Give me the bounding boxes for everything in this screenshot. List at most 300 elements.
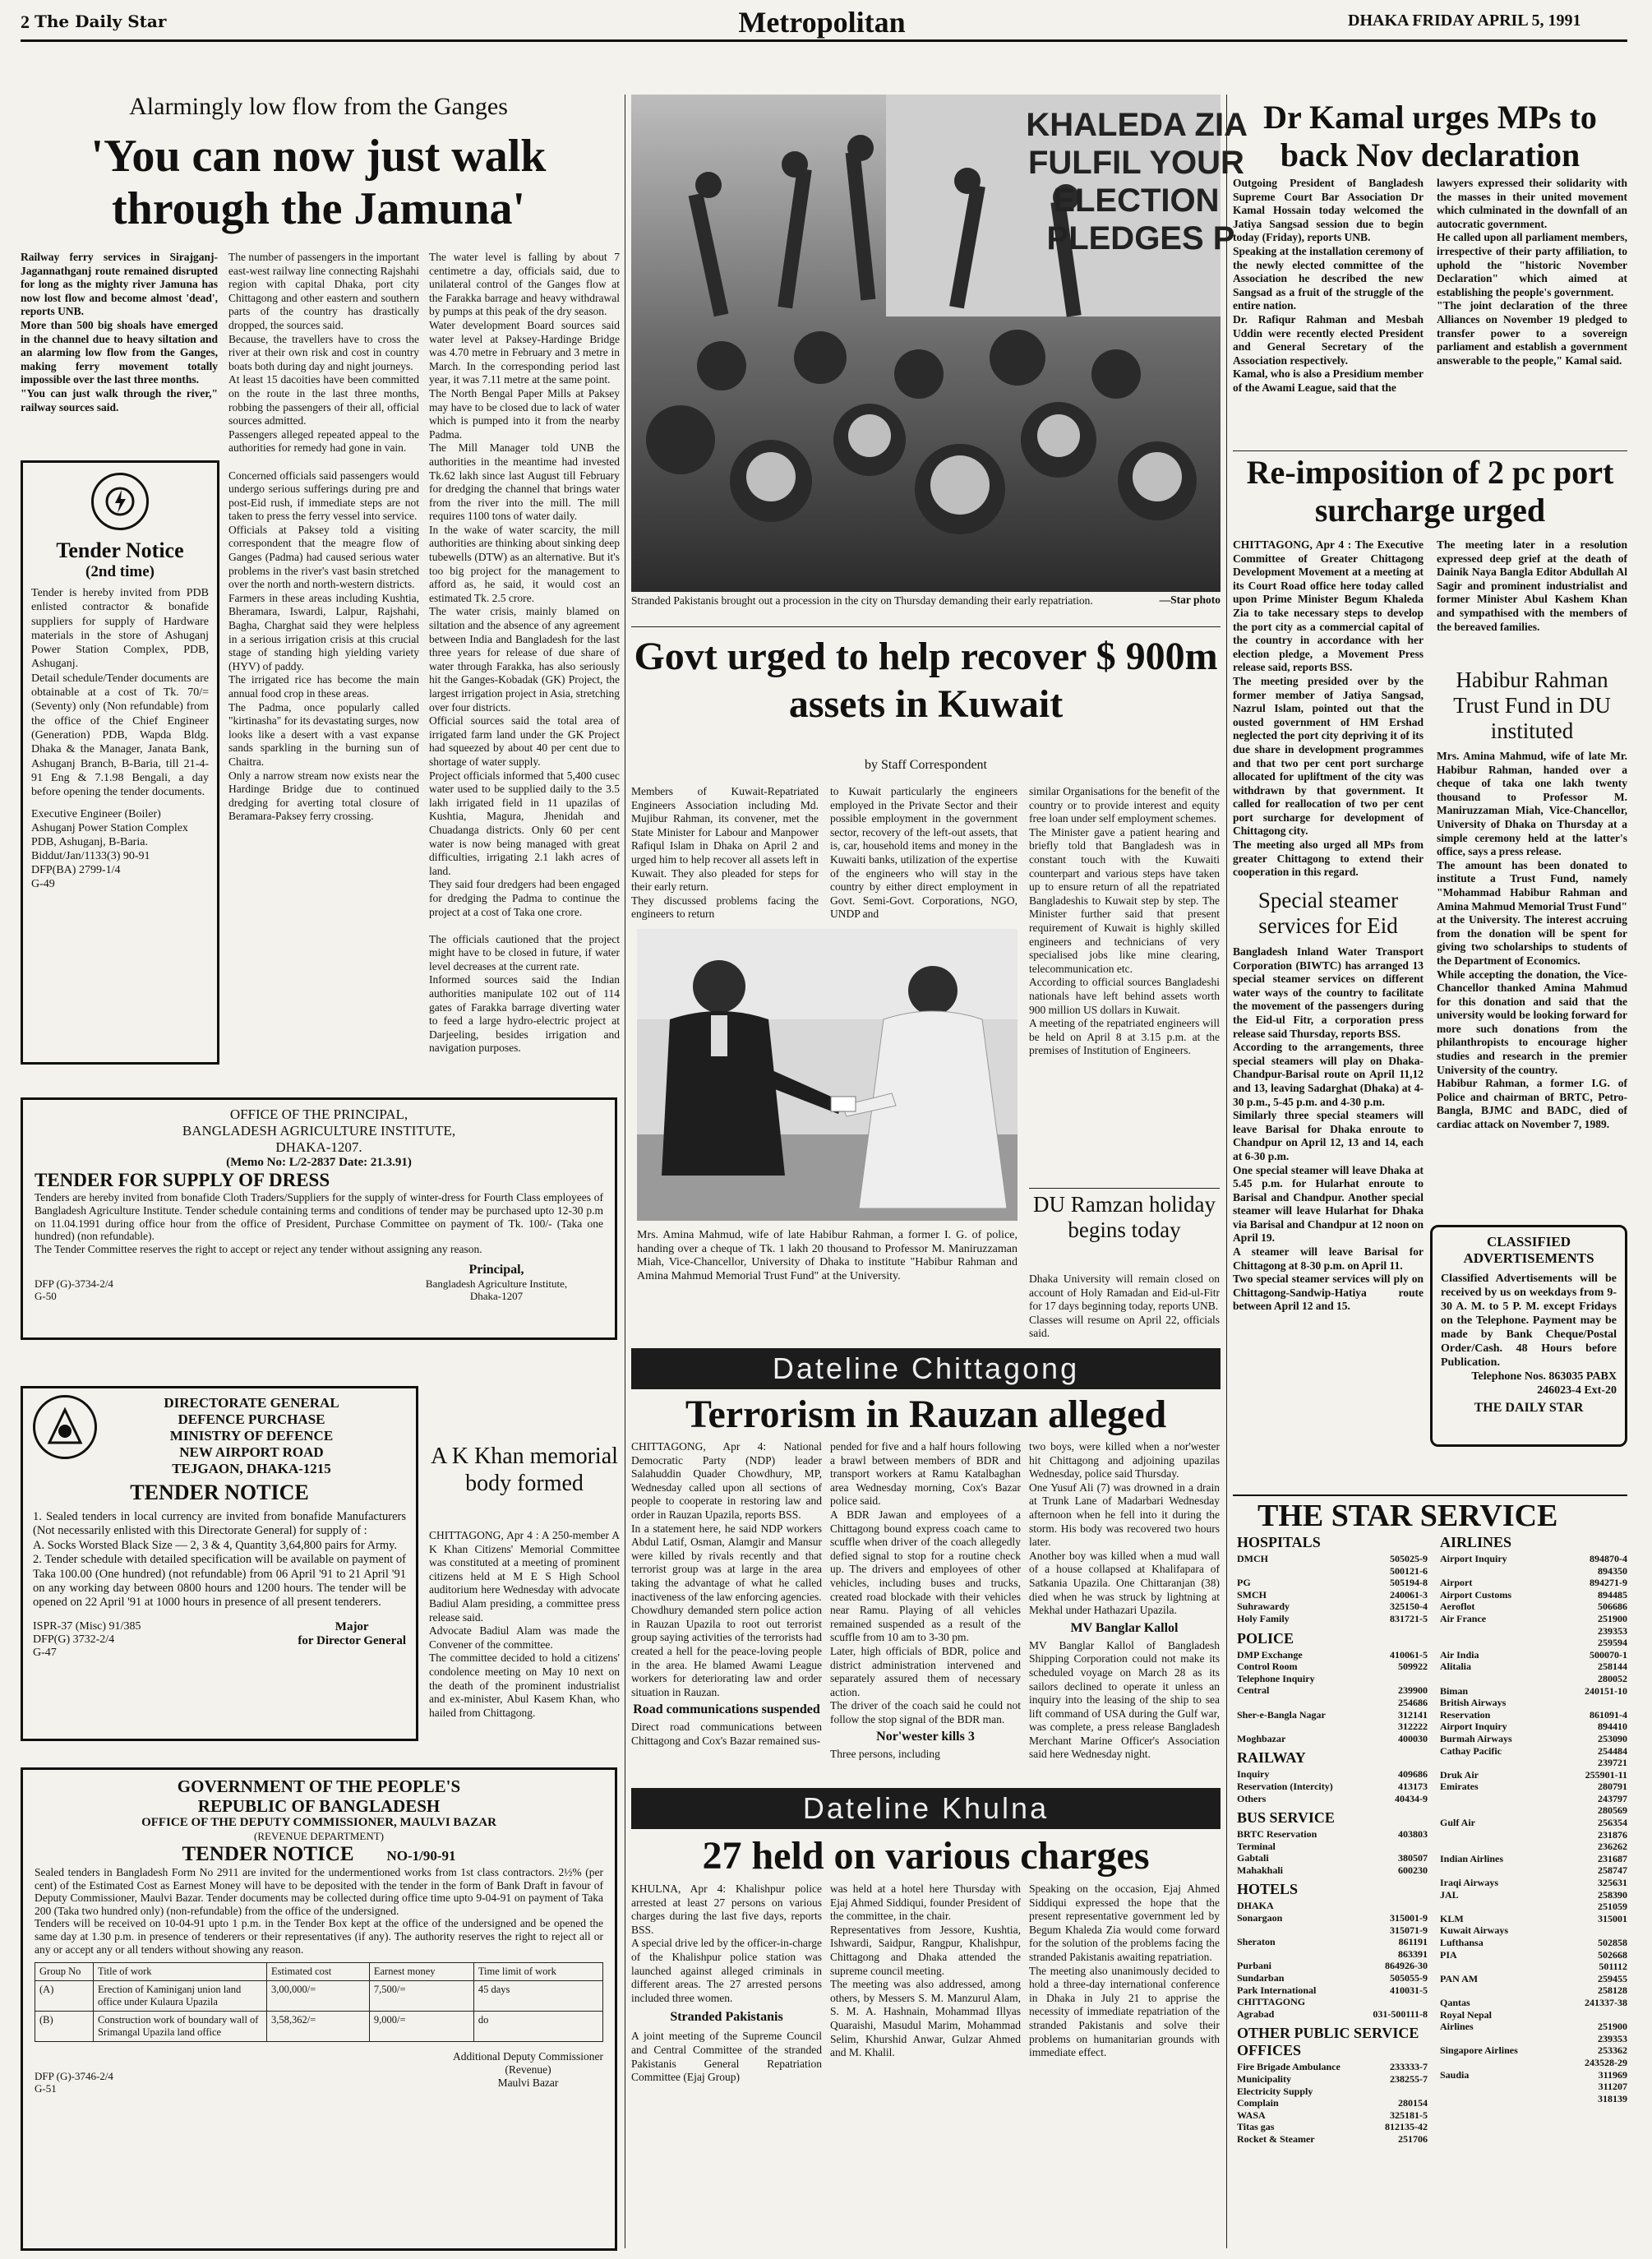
story-body: KHULNA, Apr 4: Khalishpur police arrested at least 27 persons on various charges during the last five days, reports BSS. A special drive led by the officer-in-charge of the Khalishpur police station was launched against alleged criminals in different areas. The 27 arrested persons included three women.	[631, 1882, 822, 2004]
story-body: to Kuwait particularly the engineers employed in the Private Sector and their possible employment in the government sector, recovery of the left-out assets, that is, car, household items and money in the Kuwaiti banks, utilization of the expertise of the engineers who will stay in the country by either direct employment in Govt. Semi-Govt. Corporations, NGO, UNDP and	[830, 785, 1018, 921]
photo-caption: Mrs. Amina Mahmud, wife of late Habibur Rahman, a former I. G. of police, handing over a cheque of Tk. 1 lakh 20 thousand to Professor M. Maniruzzaman Miah, Vice-Chancellor, University of Dhaka to institute "Habibur Rahman and Amina Mahmud Memorial Trust Fund" at the University.	[637, 1229, 1018, 1282]
table-cell: 7,500/=	[369, 1981, 473, 2012]
service-name: Druk Air	[1440, 1768, 1479, 1781]
service-row	[1440, 2044, 1627, 2057]
table-cell: Erection of Kaminiganj union land office under Kulaura Upazila	[94, 1981, 267, 2012]
service-name: Airport Inquiry	[1440, 1721, 1507, 1733]
tender-ref: ISPR-37 (Misc) 91/385 DFP(G) 3732-2/4 G-47	[33, 1619, 141, 1659]
service-name: Aeroflot	[1440, 1601, 1475, 1613]
table-header: Time limit of work	[473, 1963, 602, 1981]
service-phone: 312222	[1398, 1721, 1428, 1733]
service-phone: 241337-38	[1585, 1996, 1627, 2008]
service-name: JAL	[1440, 1888, 1459, 1901]
service-row	[1440, 1721, 1627, 1733]
service-row	[1440, 1637, 1627, 1649]
service-row	[1237, 1589, 1428, 1601]
tender-subtitle: (2nd time)	[85, 563, 155, 580]
story-body: The water level is falling by about 7 centimetre a day, officials said, due to unilateral control of the Ganges flow at the Farakka barrage and heavy withdrawal by pumps at this peak of the dry season. Water development Board sources said water level at Paksey-Hardinge Bridge was 4.70 metre in February and 3 metre in March. In the corresponding period last year, it was 7.11 metre at the same point. The North Bengal Paper Mills at Paksey may have to be closed due to lack of water which is pumped into it from the nearby Padma. The Mill Manager told UNB the authorities in the meantime had invested Tk.62 lakh since last August till February for dredging the channel that brings water from the river into the mill. The mill requires 1100 tons of water daily. In the wake of water scarcity, the mill authorities are thinking about sinking deep tubewells (DTW) as an alternative. But it's too big project for the management to afford as, he said, it would cost an estimated Tk. 2.5 crore. The water crisis, mainly blamed on siltation and the absence of any agreement between India and Bangladesh for the last three years for release of due share of water through Farakka, has also seriously hit the Ganges-Kobadak (GK) Project, the largest irrigation project in Asia, stretching over four districts. Official sources said the total area of irrigated farm land under the GK Project had squeezed by about 40 per cent due to shortage of water supply. Project officials informed that 5,400 cusec water used to be supplied daily to the 3.5 lakh irrigated field in 11 upazilas of Kushtia, Magura, Jhenidah and Chuadanga districts. Only 60 per cent water is now being managed with great difficulties, irrigating 2.1 lakh acres of land. They said four dredgers had been engaged for dredging the Padma to continue the project at a cost of Taka one crore. The officials cautioned that the project might have to be closed in future, if water level decreases at the current rate. Informed sources said the Indian authorities manipulate 102 out of 114 gates of Farakka barrage diverting water to feed a large hydro-electric project at Darjeeling, besides irrigation and navigation purposes.	[429, 251, 620, 1055]
service-row	[1237, 2121, 1428, 2133]
service-phone: 240061-3	[1390, 1588, 1428, 1601]
service-phone: 409686	[1398, 1768, 1428, 1781]
service-name: Agrabad	[1237, 2007, 1275, 2020]
service-row	[1440, 1673, 1627, 1685]
service-row	[1440, 1757, 1627, 1769]
service-heading: HOTELS	[1237, 1881, 1299, 1898]
tender-office-sub: OFFICE OF THE DEPUTY COMMISSIONER, MAULVI BAZAR	[141, 1816, 496, 1829]
tender-title: TENDER NOTICE	[182, 1843, 354, 1865]
service-name: Rocket & Steamer	[1237, 2132, 1315, 2145]
story-headline: Habibur Rahman Trust Fund in DU instituted	[1453, 668, 1611, 743]
service-row	[1237, 1768, 1428, 1781]
story-body: Mrs. Amina Mahmud, wife of late Mr. Habibur Rahman, handed over a cheque of taka one lakh twenty thousand to Professor M. Maniruzzaman Miah, Vice-Chancellor, University of Dhaka on Thursday at a simple ceremony held at the latter's office, says a press release. The amount has been donated to institute a Trust Fund, namely "Mohammad Habibur Rahman and Amina Mahmud Memorial Trust Fund" at the University. The interest accruing from the donation will be spent for giving two scholarships to students of the Department of Economics. While accepting the donation, the Vice-Chancellor thanked Amina Mahmud for this donation and said that the university would be looking forward for more such donations from the philanthropists to encourage higher studies and research in the premier University of the country. Habibur Rahman, a former I.G. of Police and chairman of BRTC, Petro-Bangla, BJMC and BADC, died of cardiac attack on November 7, 1989.	[1437, 750, 1628, 1131]
service-phone: 031-500111-8	[1373, 2007, 1428, 2020]
table-header: Group No	[35, 1963, 94, 1981]
service-row	[1440, 2021, 1627, 2033]
service-left-column	[1237, 1529, 1428, 2248]
service-right-column	[1440, 1529, 1627, 2248]
tender-table	[35, 1962, 603, 2042]
service-phone: 861191	[1398, 1936, 1428, 1948]
tender-title: TENDER FOR SUPPLY OF DRESS	[35, 1170, 330, 1190]
service-phone: 500070-1	[1590, 1648, 1627, 1661]
service-name: Holy Family	[1237, 1612, 1290, 1624]
service-row	[1440, 1685, 1627, 1698]
service-row	[1440, 1853, 1627, 1865]
service-phone: 231876	[1598, 1828, 1627, 1841]
service-phone: 259594	[1598, 1637, 1627, 1649]
story-body: CHITTAGONG, Apr 4: National Democratic Party (NDP) leader Salahuddin Quader Chowdhury, MP, Wednesday called upon all sections of people to cooperate in restoring law and order in Rauzan Upazila, reports BSS. In a statement here, he said NDP workers Abdul Latif, Osman, Alamgir and Mansur were killed by rivals recently and that terrorist group was at large in the area taking the advantage of what he called inactiveness of the law enforcing agencies. Chowdhury demanded stern police action in Rauzan Upazila to root out terrorist group saying activities of the terrorists had created a hell for the peace-loving people in the area. He blamed Awami League workers for deteriorating law and order situation in Rauzan.	[631, 1440, 822, 1698]
story-subhead: Stranded Pakistanis	[670, 2010, 783, 2025]
service-row	[1237, 1828, 1428, 1841]
section-rule	[631, 626, 1221, 627]
table-cell: 3,58,362/=	[267, 2012, 370, 2042]
tender-body: Tenders are hereby invited from bonafide Cloth Traders/Suppliers for the supply of winter-dress for Fourth Class employees of Bangladesh Agriculture Institute. Tender schedule containing terms and conditions of tender may be purchased upto 12-30 p.m on 11.04.1991 during office hour from the office of President, Purchase Committee on payment of Tk. 100/- (Taka one hundred) (non refundable). The Tender Committee reserves the right to accept or reject any tender without assigning any reason.	[35, 1191, 603, 1256]
story-body: Speaking on the occasion, Ejaj Ahmed Siddiqui expressed the hope that the present representative government led by Begum Khaleda Zia would come forward for the solution of the problems facing the stranded Pakistanis awaiting repatriation. The meeting also unanimously decided to hold a three-day international conference in Dhaka in July 21 to apprise the necessity of immediate repatriation of the stranded Pakistanis and solve their problems on humanitarian grounds with immediate effect.	[1029, 1882, 1220, 2059]
service-row	[1440, 1961, 1627, 1973]
service-phone: 861091-4	[1590, 1708, 1627, 1721]
service-name: Inquiry	[1237, 1768, 1270, 1781]
service-phone: 233333-7	[1390, 2061, 1428, 2073]
story-body: MV Banglar Kallol of Bangladesh Shipping Corporation could not make its scheduled voyage on March 28 as its sailors declined to operate it unless an inquiry into the leasing of the ship to sea lift command of USA during the Gulf war, was complete, a press release Bangladesh Merchant Marine Officer's Association said here Wednesday night.	[1029, 1638, 1220, 1761]
service-name: PIA	[1440, 1948, 1457, 1961]
service-heading: RAILWAY	[1237, 1749, 1306, 1767]
tender-office: GOVERNMENT OF THE PEOPLE'S REPUBLIC OF BANGLADESH	[177, 1776, 461, 1816]
service-row	[1440, 1745, 1627, 1758]
service-phone: 894410	[1598, 1721, 1627, 1733]
service-row	[1440, 1661, 1627, 1673]
story-byline: by Staff Correspondent	[864, 758, 987, 772]
service-phone: 258390	[1598, 1888, 1627, 1901]
banner-line: PLEDGES P	[1046, 220, 1235, 256]
service-row	[1237, 1996, 1428, 2008]
story-body: similar Organisations for the benefit of the country or to provide interest and equity free loan under self employment schemes. The Minister gave a patient hearing and briefly told that Bangladesh was in constant touch with the Kuwaiti counterpart and various steps have taken up to ensure return of all the repatriated Bangladeshis to Kuwait step by step. The Minister further said that present requirement of Kuwait is highly skilled engineers and technicians of very specialised jobs like mine clearing, telecommunication etc. According to official sources Bangladeshi nationals have left behind assets worth 900 million US dollars in Kuwait. A meeting of the repatriated engineers will be held on April 8 at 3.15 p.m. at the premises of Institution of Engineers.	[1029, 785, 1220, 1057]
service-row	[1440, 2093, 1627, 2105]
service-phone: 894271-9	[1590, 1577, 1627, 1589]
service-row	[1440, 1913, 1627, 1925]
service-row	[1237, 1936, 1428, 1948]
service-row	[1440, 1889, 1627, 1901]
service-name: Moghbazar	[1237, 1732, 1286, 1744]
service-phone: 505055-9	[1390, 1972, 1428, 1984]
service-name: Park International	[1237, 1984, 1317, 1996]
service-name: DMP Exchange	[1237, 1648, 1303, 1661]
procession-photo-image	[631, 95, 1247, 592]
service-phone: 280569	[1598, 1804, 1627, 1817]
service-phone: 258128	[1598, 1984, 1627, 1997]
service-phone: 315001-9	[1390, 1912, 1428, 1924]
service-phone: 318139	[1598, 2092, 1627, 2104]
service-phone: 258144	[1598, 1661, 1627, 1673]
service-name: Sher-e-Bangla Nagar	[1237, 1708, 1326, 1721]
column-rule	[1226, 95, 1227, 2248]
service-name: Air India	[1440, 1648, 1479, 1661]
service-row	[1440, 2057, 1627, 2069]
service-phone: 280791	[1598, 1781, 1627, 1793]
table-row	[35, 2012, 603, 2042]
story-headline: A K Khan memorial body formed	[431, 1444, 618, 1496]
section-rule	[1233, 1494, 1627, 1496]
section-title: Metropolitan	[738, 6, 906, 39]
service-row	[1440, 1901, 1627, 1913]
service-phone: 400030	[1398, 1732, 1428, 1744]
service-name: Indian Airlines	[1440, 1852, 1504, 1864]
service-phone: 894870-4	[1590, 1553, 1627, 1564]
service-name: Airport	[1440, 1577, 1473, 1589]
tender-title: Tender Notice	[56, 538, 184, 562]
service-phone: 509922	[1398, 1661, 1428, 1673]
service-name: Saudia	[1440, 2068, 1470, 2081]
story-body: CHITTAGONG, Apr 4 : The Executive Committee of Greater Chittagong Development Movement at a meeting at its Court Road office here today called upon Prime Minister Begum Khaleda Zia to take necessary steps to develop the port city as a commercial capital of the country in accordance with her election pledge, a Movement Press release said, reports BSS. The meeting presided over by the former member of Jatiya Sangsad, Nazrul Islam, pointed out that the ousted government of HM Ershad neglected the port city depriving it of its due share in development programmes and that two per cent port surcharge allocated for upliftment of the city was withdrawn by that government. It called for reallocation of two per cent port surcharge for development of Chittagong city. The meeting also urged all MPs from greater Chittagong to extend their cooperation in this regard.	[1233, 538, 1424, 879]
service-name: Reservation	[1440, 1708, 1491, 1721]
service-row	[1237, 2097, 1428, 2109]
service-row	[1440, 1877, 1627, 1889]
page-number: 2	[21, 12, 30, 32]
service-phone: 258747	[1598, 1864, 1627, 1877]
service-title: THE STAR SERVICE	[1257, 1499, 1558, 1533]
service-row	[1440, 1804, 1627, 1817]
service-name: Qantas	[1440, 1996, 1470, 2008]
service-name: PG	[1237, 1577, 1251, 1589]
banner-line: FULFIL YOUR	[1027, 145, 1244, 181]
service-row	[1440, 1649, 1627, 1661]
service-phone: 251059	[1598, 1901, 1627, 1913]
tender-title: TENDER NOTICE	[130, 1481, 309, 1504]
dateline-banner: Dateline Khulna	[631, 1788, 1221, 1829]
service-phone: 380507	[1398, 1852, 1428, 1864]
service-phone: 410031-5	[1390, 1984, 1428, 1996]
service-name: Burmah Airways	[1440, 1732, 1512, 1744]
service-row	[1237, 2073, 1428, 2086]
service-name: British Airways	[1440, 1697, 1507, 1709]
service-row	[1440, 1781, 1627, 1793]
service-row	[1440, 2081, 1627, 2093]
tender-office: DIRECTORATE GENERAL DEFENCE PURCHASE MINISTRY OF DEFENCE NEW AIRPORT ROAD TEJGAON, DHAKA-1215	[164, 1395, 339, 1476]
table-cell: 3,00,000/=	[267, 1981, 370, 2012]
table-cell: Construction work of boundary wall of Srimangal Upazila land office	[94, 2012, 267, 2042]
story-body: Direct road communications between Chittagong and Cox's Bazar remained sus-	[631, 1721, 822, 1747]
story-kicker: Alarmingly low flow from the Ganges	[129, 93, 508, 120]
service-name: Airlines	[1440, 2021, 1474, 2033]
story-subhead: Nor'wester kills 3	[876, 1730, 975, 1744]
service-name: Control Room	[1237, 1661, 1298, 1673]
service-heading: BUS SERVICE	[1237, 1809, 1335, 1827]
service-row	[1237, 2008, 1428, 2021]
service-name: Titas gas	[1237, 2121, 1275, 2133]
service-row	[1237, 1613, 1428, 1625]
service-phone: 256354	[1598, 1817, 1627, 1829]
tender-body: 1. Sealed tenders in local currency are invited from bonafide Manufacturers (Not necessarily enlisted with this Directorate General) for supply of : A. Socks Worsted Black Size — 2, 3 & 4, Quantity 3,64,800 pairs for Army. 2. Tender schedule with detailed specification will be available on payment of Taka 100.00 (One hundred) (not refundable) from 06 April '91 to 21 April '91 on any working day between 0800 hours and 1200 hours. The tender will be opened on 22 April '91 at 1000 hours in presence of all present tenderers.	[33, 1510, 406, 1610]
service-name: DHAKA	[1237, 1900, 1274, 1912]
table-cell: do	[473, 2012, 602, 2042]
service-phone: 239353	[1598, 2032, 1627, 2044]
service-name: Sheraton	[1237, 1936, 1276, 1948]
table-cell: (A)	[35, 1981, 94, 2012]
service-name: Sonargaon	[1237, 1912, 1283, 1924]
service-name: Purbani	[1237, 1960, 1272, 1972]
service-name: Kuwait Airways	[1440, 1924, 1509, 1937]
service-phone: 502858	[1598, 1937, 1627, 1948]
service-phone: 812135-42	[1385, 2121, 1428, 2133]
photo-caption: Stranded Pakistanis brought out a procession in the city on Thursday demanding their early repatriation.	[631, 594, 1093, 607]
service-row	[1440, 1997, 1627, 2009]
table-header: Estimated cost	[267, 1963, 370, 1981]
service-phone: 413173	[1398, 1780, 1428, 1792]
service-phone: 251900	[1598, 2021, 1627, 2033]
service-name: Sundarban	[1237, 1972, 1285, 1984]
service-phone: 864926-30	[1385, 1960, 1428, 1972]
service-phone: 251706	[1398, 2132, 1428, 2145]
table-cell: 45 days	[473, 1981, 602, 2012]
service-name: PAN AM	[1440, 1972, 1479, 1984]
service-row	[1440, 1864, 1627, 1877]
service-row	[1237, 1697, 1428, 1709]
service-name: Municipality	[1237, 2073, 1292, 2085]
service-phone: 831721-5	[1390, 1612, 1428, 1624]
story-headline: Govt urged to help recover $ 900m assets in Kuwait	[634, 635, 1218, 726]
service-phone: 315001	[1598, 1912, 1627, 1924]
service-phone: 253090	[1598, 1732, 1627, 1744]
service-phone: 239900	[1398, 1684, 1428, 1697]
service-name: KLM	[1440, 1912, 1464, 1924]
story-subhead: MV Banglar Kallol	[1070, 1620, 1179, 1635]
service-name: Airport Inquiry	[1440, 1553, 1507, 1564]
service-row	[1237, 1577, 1428, 1589]
banner-line: ELECTION	[1053, 182, 1220, 219]
story-headline: Re-imposition of 2 pc port surcharge urged	[1246, 454, 1614, 529]
service-row	[1440, 1625, 1627, 1638]
service-row	[1237, 1601, 1428, 1613]
classified-sign: THE DAILY STAR	[1474, 1401, 1584, 1415]
service-row	[1237, 1565, 1428, 1578]
service-row	[1237, 2086, 1428, 2098]
service-row	[1237, 1852, 1428, 1864]
service-name: Mahakhali	[1237, 1864, 1284, 1876]
service-phone: 311207	[1598, 2081, 1627, 2093]
service-row	[1440, 1984, 1627, 1997]
service-phone: 505025-9	[1390, 1553, 1428, 1564]
table-header: Title of work	[94, 1963, 267, 1981]
section-rule	[1029, 1188, 1220, 1189]
table-cell: (B)	[35, 2012, 94, 2042]
service-row	[1440, 1841, 1627, 1853]
cheque-handover-photo	[637, 929, 1018, 1221]
service-phone: 243797	[1598, 1792, 1627, 1804]
service-name: Royal Nepal	[1440, 2008, 1492, 2021]
tender-signature: Additional Deputy Commissioner (Revenue) Maulvi Bazar	[453, 2050, 603, 2090]
service-row	[1440, 2009, 1627, 2021]
service-name: Gabtali	[1237, 1852, 1269, 1864]
service-row	[1440, 1553, 1627, 1565]
photo-credit: —Star photo	[1159, 594, 1221, 606]
table-row	[35, 1981, 603, 2012]
service-phone: 254484	[1598, 1744, 1627, 1757]
service-row	[1237, 1733, 1428, 1745]
service-name: Others	[1237, 1792, 1267, 1804]
service-phone: 259455	[1598, 1972, 1627, 1984]
tender-sign-title: Principal,	[468, 1262, 524, 1277]
emblem-icon	[91, 473, 149, 530]
service-row	[1440, 1577, 1627, 1589]
service-name: Singapore Airlines	[1440, 2044, 1518, 2057]
story-subhead: Road communications suspended	[633, 1702, 820, 1717]
tender-memo: (Memo No: L/2-2837 Date: 21.3.91)	[226, 1156, 412, 1169]
issue-date: DHAKA FRIDAY APRIL 5, 1991	[1348, 12, 1581, 30]
service-name: Air France	[1440, 1612, 1487, 1624]
service-row	[1440, 2069, 1627, 2081]
story-body: Three persons, including	[830, 1748, 940, 1761]
tender-body: Tender is hereby invited from PDB enlisted contractor & bonafide suppliers for supply of Hardware materials in the store of Ashuganj Power Station Complex, PDB, Ashuganj. Detail schedule/Tender documents are obtainable at a cost of Tk. 70/= (Seventy) only (Non refundable) from the office of the Chief Engineer (Generation) PDB, Wapda Bldg. Dhaka & the Manager, Janata Bank, Ashuganj Branch, B-Baria, till 21-4-91 Eng & 7.1.98 Bengali, a day before opening the tender documents.	[31, 587, 209, 799]
service-name: Emirates	[1440, 1781, 1479, 1793]
service-heading: AIRLINES	[1440, 1534, 1512, 1550]
service-phone: 40434-9	[1395, 1792, 1428, 1804]
tender-ref: DFP (G)-3734-2/4 G-50	[35, 1277, 113, 1302]
service-row	[1440, 1709, 1627, 1721]
service-name: Cathay Pacific	[1440, 1744, 1502, 1757]
service-phone: 312141	[1398, 1708, 1428, 1721]
story-headline: Dr Kamal urges MPs to back Nov declaration	[1263, 99, 1597, 173]
story-body: two boys, were killed when a nor'wester hit Chittagong and adjoining upazilas Wednesday, police said Thursday. One Yusuf Ali (7) was drowned in a drain at Trunk Lane of Madarbari Wednesday afternoon when he fell into it during the storm. His body was recovered two hours later. Another boy was killed when a mud wall of a house collapsed at Khalifapara of Satkania Upazila. One Chittaranjan (38) died when he was struck by lightning at Mekhal under Hathazari Upazila.	[1029, 1440, 1220, 1617]
service-name: Reservation (Intercity)	[1237, 1780, 1333, 1792]
service-row	[1440, 1613, 1627, 1625]
service-phone: 501112	[1599, 1961, 1627, 1973]
service-row	[1237, 1912, 1428, 1924]
service-phone: 410061-5	[1390, 1648, 1428, 1661]
service-name: SMCH	[1237, 1588, 1267, 1601]
story-headline: 'You can now just walk through the Jamuna'	[90, 131, 547, 234]
service-phone: 500121-6	[1390, 1564, 1428, 1577]
service-row	[1237, 1960, 1428, 1972]
service-name: Biman	[1440, 1684, 1469, 1697]
tender-notice-bai	[21, 1097, 617, 1340]
service-phone: 506686	[1598, 1601, 1627, 1613]
service-name: DMCH	[1237, 1553, 1268, 1564]
story-body: The number of passengers in the important east-west railway line connecting Rajshahi region with capital Dhaka, port city Chittagong and other eastern and southern parts of the country has drastically dropped, the sources said. Because, the travellers have to cross the river at their own risk and cost in country boats both during day and night journeys. At least 15 dacoities have been committed on the route in the last three months, robbing the passengers of their all, official sources admitted. Passengers alleged repeated appeal to the authorities for remedy had gone in vain. Concerned officials said passengers would undergo serious sufferings during pre and post-Eid rush, if immediate steps are not taken to press the ferry vessel into service. Officials at Paksey told a visiting correspondent that the meagre flow of Ganges (Padma) had caused serious water problems in the river's vast basin stretched over the north and north-western districts. Farmers in these areas including Kushtia, Bheramara, Iswardi, Lalpur, Rajshahi, Bagha, Charghat said they were helpless in a serious irrigation crisis at this crucial stage of standing high yielding variety (HYV) of paddy. The irrigated rice has become the main annual food crop in these areas. The Padma, once popularly called "kirtinasha" for its devastating surges, now looks like a desert with a vast expanse sands sparkling in the burning sun of Chaitra. Only a narrow stream now exists near the Hardinge Bridge due to continued dredging for averting total closure of Beramara-Paksey ferry crossing.	[228, 251, 419, 823]
service-name: Complain	[1237, 2097, 1279, 2109]
service-row	[1237, 1793, 1428, 1805]
service-phone: 325181-5	[1390, 2109, 1428, 2121]
story-body: lawyers expressed their solidarity with the masses in their united movement which culminated in the downfall of an autocratic government. He called upon all parliament members, irrespective of their party affiliation, to uphold the "historic November Declaration" which aimed at establishing the people's government. "The joint declaration of the three Alliances on November 19 pledged to transfer power to a sovereign parliament and establish a government answerable to the people," Kamal said.	[1437, 177, 1627, 367]
service-heading: POLICE	[1237, 1629, 1294, 1647]
story-body: Bangladesh Inland Water Transport Corporation (BIWTC) has arranged 13 special steamer services on different water ways of the country to facilitate the movement of the passengers during the Eid-ul Fitr, a corporation press release said Thursday, reports BSS. According to the arrangements, three special steamers will play on Dhaka-Chandpur-Barisal route on April 11,12 and 13, leaving Sadarghat (Dhaka) at 4-30 p.m., 5-45 p.m. and 4-30 p.m. Similarly three special steamers will leave Barisal for Dhaka enroute to Chandpur on April 12, 13 and 14, each at 6-30 p.m. One special steamer will leave Dhaka at 5.45 p.m. for Hularhat enroute to Barisal and Chandpur. Another special steamer will leave Hularhat for Dhaka via Barisal and Chandpur at 12 noon on April 19. A steamer will leave Barisal for Chittagong at 8-30 p.m. on April 11. Two special steamer services will ply on Chittagong-Sandwip-Hatiya route between April 12 and 15.	[1233, 945, 1424, 1313]
service-row	[1237, 1972, 1428, 1984]
service-row	[1440, 1697, 1627, 1709]
story-body: Dhaka University will remain closed on account of Holy Ramadan and Eid-ul-Fitr for 17 days beginning today, reports UNB. Classes will resume on April 22, officials said.	[1029, 1273, 1220, 1340]
service-phone: 280154	[1398, 2097, 1428, 2109]
cheque-handover-photo-image	[637, 929, 1018, 1221]
story-body: was held at a hotel here Thursday with Ejaj Ahmed Siddiqui, founder President of the committee, in the chair. Representatives from Jessore, Kushtia, Ishwardi, Saidpur, Rangpur, Khalishpur, Chittagong and Dhaka attended the supreme council meeting. The meeting was also addressed, among others, by Messers S. M. Manzurul Alam, S. M. A. Hashnain, Mohammad Illyas Quaraishi, Masudul Marim, Mohammad Selim, Khurshid Anwar, Gulzar Ahmed and M. Khalil.	[830, 1882, 1021, 2059]
story-body: pended for five and a half hours following a brawl between members of BDR and transport workers at Ramu Katalbaghan area Wednesday morning, Cox's Bazar police said. A BDR Jawan and employees of a Chittagong bound express coach came to scuffle when driver of the coach allegedly defied signal to stop for a routine check up. The drivers and employees of other vehicles, including buses and trucks, created road blockade with their vehicles near Ramu. Playing of all vehicles remained suspended as a result of the scuffle from 10 am to 3-30 pm. Later, high officials of BDR, police and district administration intervened and separately assured them of necessary action. The driver of the coach said he could not follow the stop signal of the BDR man.	[830, 1440, 1021, 1725]
service-row	[1237, 2109, 1428, 2122]
service-name: WASA	[1237, 2109, 1266, 2121]
service-name: Alitalia	[1440, 1661, 1471, 1673]
service-heading: HOSPITALS	[1237, 1534, 1321, 1550]
service-row	[1237, 2061, 1428, 2073]
service-name: Central	[1237, 1684, 1270, 1697]
service-phone: 600230	[1398, 1864, 1428, 1876]
service-row	[1440, 1937, 1627, 1949]
service-row	[1237, 1900, 1428, 1912]
tender-body: Sealed tenders in Bangladesh Form No 2911 are invited for the undermentioned works from 1st class contractors. 2½% (per cent) of the Estimated Cost as Earnest Money will have to be deposited with the tender in the form of Bank Draft in favour of Deputy Commissioner, Maulvi Bazar. Tender documents may be collected during office time upto 9-04-91 on payment of Taka 200 (Taka two hundred only) (non-refundable) from the office of the undersigned. Tenders will be received on 10-04-91 upto 1 p.m. in the Tender Box kept at the office of the undersigned and be opened the same day at 1.30 p.m. in presence of tenderers or their representatives (if any). The authority reserves the right to reject all or any or accept any or all tenders without showing any reason.	[35, 1866, 603, 1956]
service-phone: 325150-4	[1390, 1601, 1428, 1613]
paper-name: The Daily Star	[35, 12, 167, 31]
service-row	[1237, 1721, 1428, 1733]
service-row	[1440, 1973, 1627, 1985]
story-body: Members of Kuwait-Repatriated Engineers Association including Md. Mujibur Rahman, its convener, met the State Minister for Labour and Manpower Rafiqul Islam in Dhaka on April 2 and urged him to help recover all assets left in Kuwait. They also pleaded for steps for their early return. They discussed problems facing the engineers to return	[631, 785, 819, 921]
story-body: A joint meeting of the Supreme Council and Central Committee of the stranded Pakistanis General Repatriation Committee (Ejaj Group)	[631, 2030, 822, 2084]
service-name: Terminal	[1237, 1840, 1276, 1852]
service-row	[1237, 1924, 1428, 1937]
tender-notice-moulvibazar	[21, 1767, 617, 2251]
service-phone: 254686	[1398, 1696, 1428, 1708]
service-phone: 325631	[1598, 1877, 1627, 1889]
service-row	[1237, 1948, 1428, 1961]
service-row	[1237, 1984, 1428, 1997]
story-body: The meeting later in a resolution expressed deep grief at the death of Dainik Naya Bangla Editor Abdullah Al Sagir and prominent industrialist and former Minister Abul Kashem Khan and sympathised with the members of the bereaved families.	[1437, 538, 1627, 633]
tender-number: NO-1/90-91	[386, 1848, 456, 1864]
service-phone: 238255-7	[1390, 2073, 1428, 2085]
service-row	[1440, 1769, 1627, 1781]
dateline-banner: Dateline Chittagong	[631, 1348, 1221, 1389]
classified-phone: Telephone Nos. 863035 PABX 246023-4 Ext-20	[1471, 1370, 1617, 1397]
service-row	[1237, 1709, 1428, 1721]
service-name: CHITTAGONG	[1237, 1996, 1306, 2008]
service-phone: 894485	[1598, 1588, 1627, 1601]
defence-crest-icon	[33, 1395, 97, 1459]
classified-title: CLASSIFIED ADVERTISEMENTS	[1463, 1234, 1594, 1266]
tender-office: OFFICE OF THE PRINCIPAL, BANGLADESH AGRICULTURE INSTITUTE, DHAKA-1207.	[182, 1106, 456, 1155]
tender-signature: Executive Engineer (Boiler) Ashuganj Power Station Complex PDB, Ashuganj, B-Baria. Biddut/Jan/1133(3) 90-91 DFP(BA) 2799-1/4 G-49	[31, 808, 188, 891]
tender-signature: Major for Director General	[298, 1619, 406, 1647]
story-headline: 27 held on various charges	[702, 1834, 1150, 1878]
service-phone: 251900	[1598, 1612, 1627, 1624]
story-headline: DU Ramzan holiday begins today	[1033, 1192, 1216, 1242]
service-name: Suhrawardy	[1237, 1601, 1290, 1613]
service-name: Fire Brigade Ambulance	[1237, 2061, 1341, 2073]
tender-dept: (REVENUE DEPARTMENT)	[254, 1830, 384, 1842]
service-row	[1440, 2033, 1627, 2045]
masthead-rule	[21, 39, 1627, 42]
service-phone: 253362	[1598, 2044, 1627, 2057]
service-phone: 231687	[1598, 1852, 1627, 1864]
service-row	[1237, 1864, 1428, 1877]
story-headline: Special steamer services for Eid	[1257, 888, 1399, 938]
section-rule	[1233, 450, 1627, 451]
service-row	[1440, 1589, 1627, 1601]
service-row	[1440, 1924, 1627, 1937]
service-name: Electricity Supply	[1237, 2085, 1313, 2097]
tender-signature: Bangladesh Agriculture Institute, Dhaka-1207	[425, 1277, 568, 1302]
service-row	[1440, 1733, 1627, 1745]
